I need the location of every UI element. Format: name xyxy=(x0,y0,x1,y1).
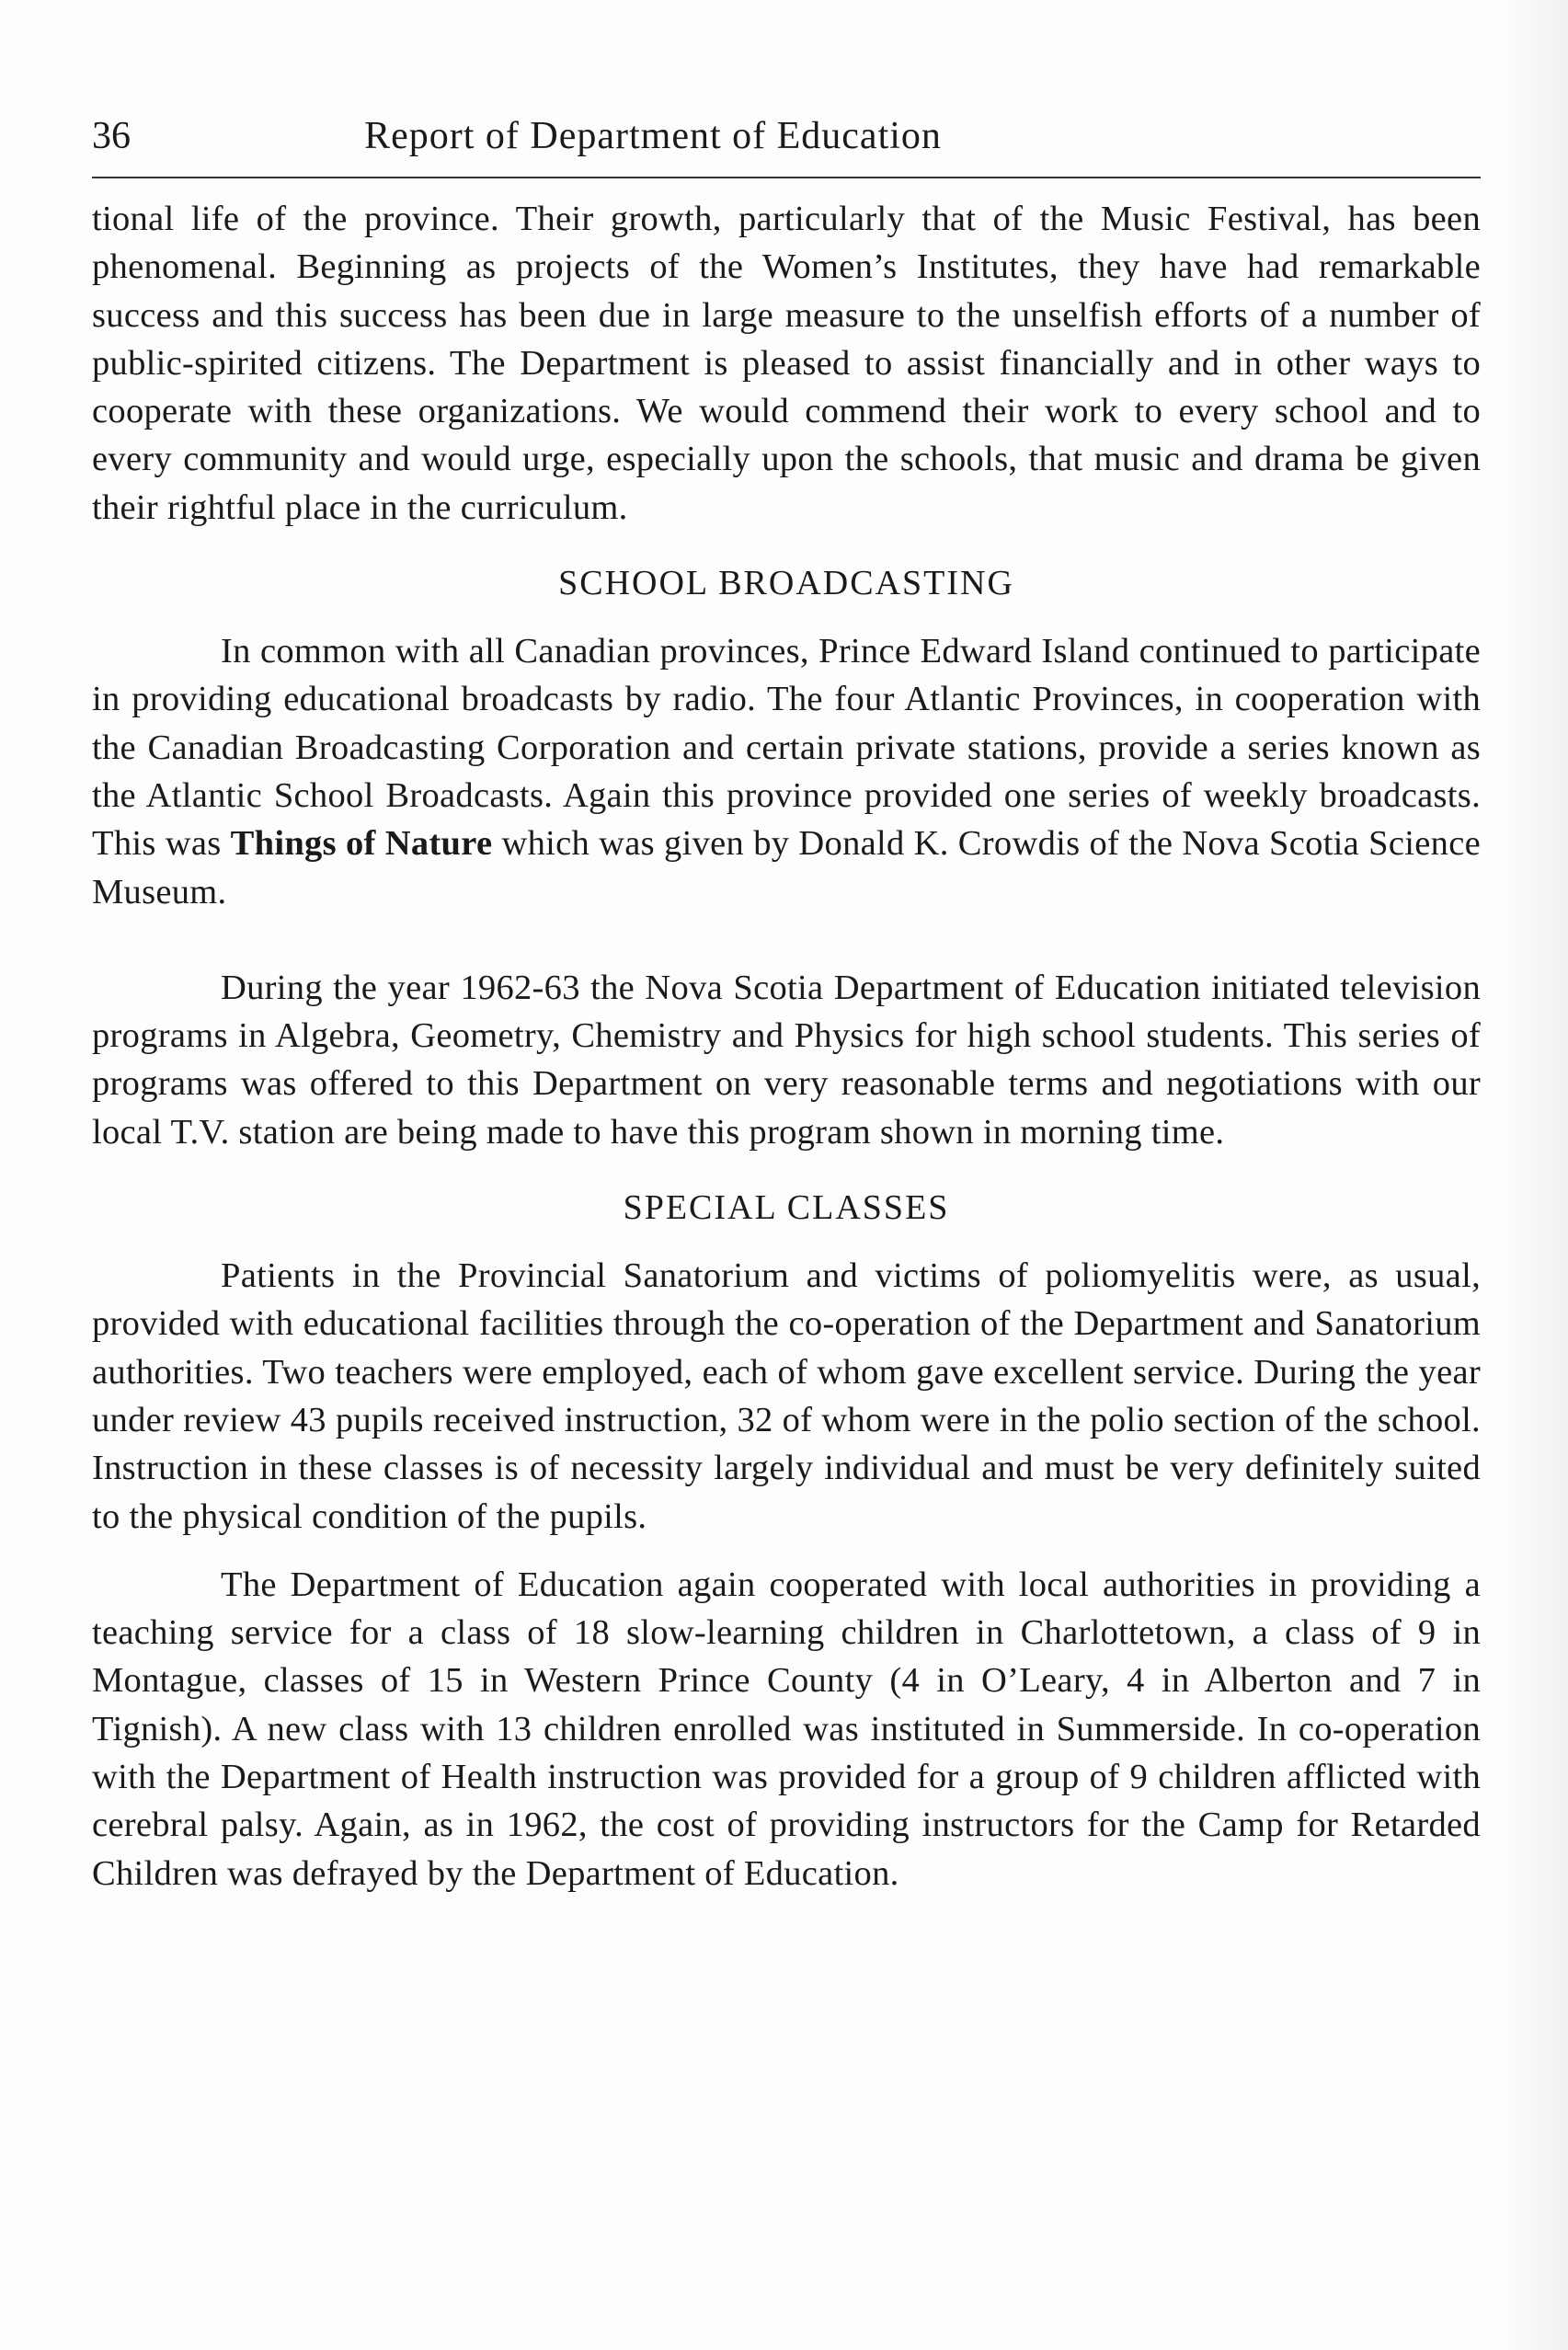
running-title: Report of Department of Education xyxy=(364,115,942,157)
paragraph-gap xyxy=(92,1541,1481,1561)
page-edge-shadow xyxy=(1504,0,1568,2350)
page-number: 36 xyxy=(92,115,131,157)
paragraph-text: In common with all Canadian provinces, Prince Edward Island continued to participate in providing educational broadcasts by radio. The four Atlantic Provinces, in cooperation with the Canadian Broadcasting Corporation and certain private stations, provide a series known as the Atlantic School Broadcasts. Again this province provided one series of weekly broadcasts. This was xyxy=(92,632,1481,864)
program-title: Things of Nature xyxy=(230,824,493,864)
paragraph-text: which was given by Donald K. Crowdis of the Nova Scotia Science Museum. xyxy=(92,824,1481,911)
body-text xyxy=(92,195,1481,1897)
section-heading-special-classes: SPECIAL CLASSES xyxy=(623,1188,950,1228)
special-classes-paragraph-1: Patients in the Provincial Sanatorium and victims of poliomyelitis were, as usual, provided with educational facilities through the co-operation of the Department and Sanatorium authorities. Two teachers were employed, each of whom gave excellent service. During the year under review 43 pupils received instruction, 32 of whom were in the polio section of the school. Instruction in these classes is of necessity largely individual and must be very definitely suited to the physical condition of the pupils. xyxy=(92,1256,1481,1536)
page-header xyxy=(92,109,1481,164)
intro-paragraph: tional life of the province. Their growth, particularly that of the Music Festival, has been phenomenal. Beginning as projects of the Women’s Institutes, they have had remarkable success and this success has been due in large measure to the unselfish efforts of a number of public-spirited citizens. The Department is pleased to assist financially and in other ways to cooperate with these organizations. We would commend their work to every school and to every community and would urge, especially upon the schools, that music and drama be given their rightful place in the curriculum. xyxy=(92,200,1481,527)
school-broadcasting-paragraph-1 xyxy=(92,627,1481,916)
paragraph-gap xyxy=(92,916,1481,964)
special-classes-paragraph-2: The Department of Education again cooperated with local authorities in providing a teaching service for a class of 18 slow-learning children in Charlottetown, a class of 9 in Montague, classes of 15 in Western Prince County (4 in O’Leary, 4 in Alberton and 7 in Tignish). A new class with 13 children enrolled was instituted in Summerside. In co-operation with the Department of Health instruction was provided for a group of 9 children afflicted with cerebral palsy. Again, as in 1962, the cost of providing instructors for the Camp for Retarded Children was defrayed by the Department of Education. xyxy=(92,1565,1481,1893)
school-broadcasting-paragraph-2: During the year 1962-63 the Nova Scotia Department of Education initiated television programs in Algebra, Geometry, Chemistry and Physics for high school students. This series of programs was offered to this Department on very reasonable terms and negotiations with our local T.V. station are being made to have this program shown in morning time. xyxy=(92,968,1481,1152)
section-heading-school-broadcasting: SCHOOL BROADCASTING xyxy=(558,564,1014,603)
header-rule xyxy=(92,177,1481,178)
